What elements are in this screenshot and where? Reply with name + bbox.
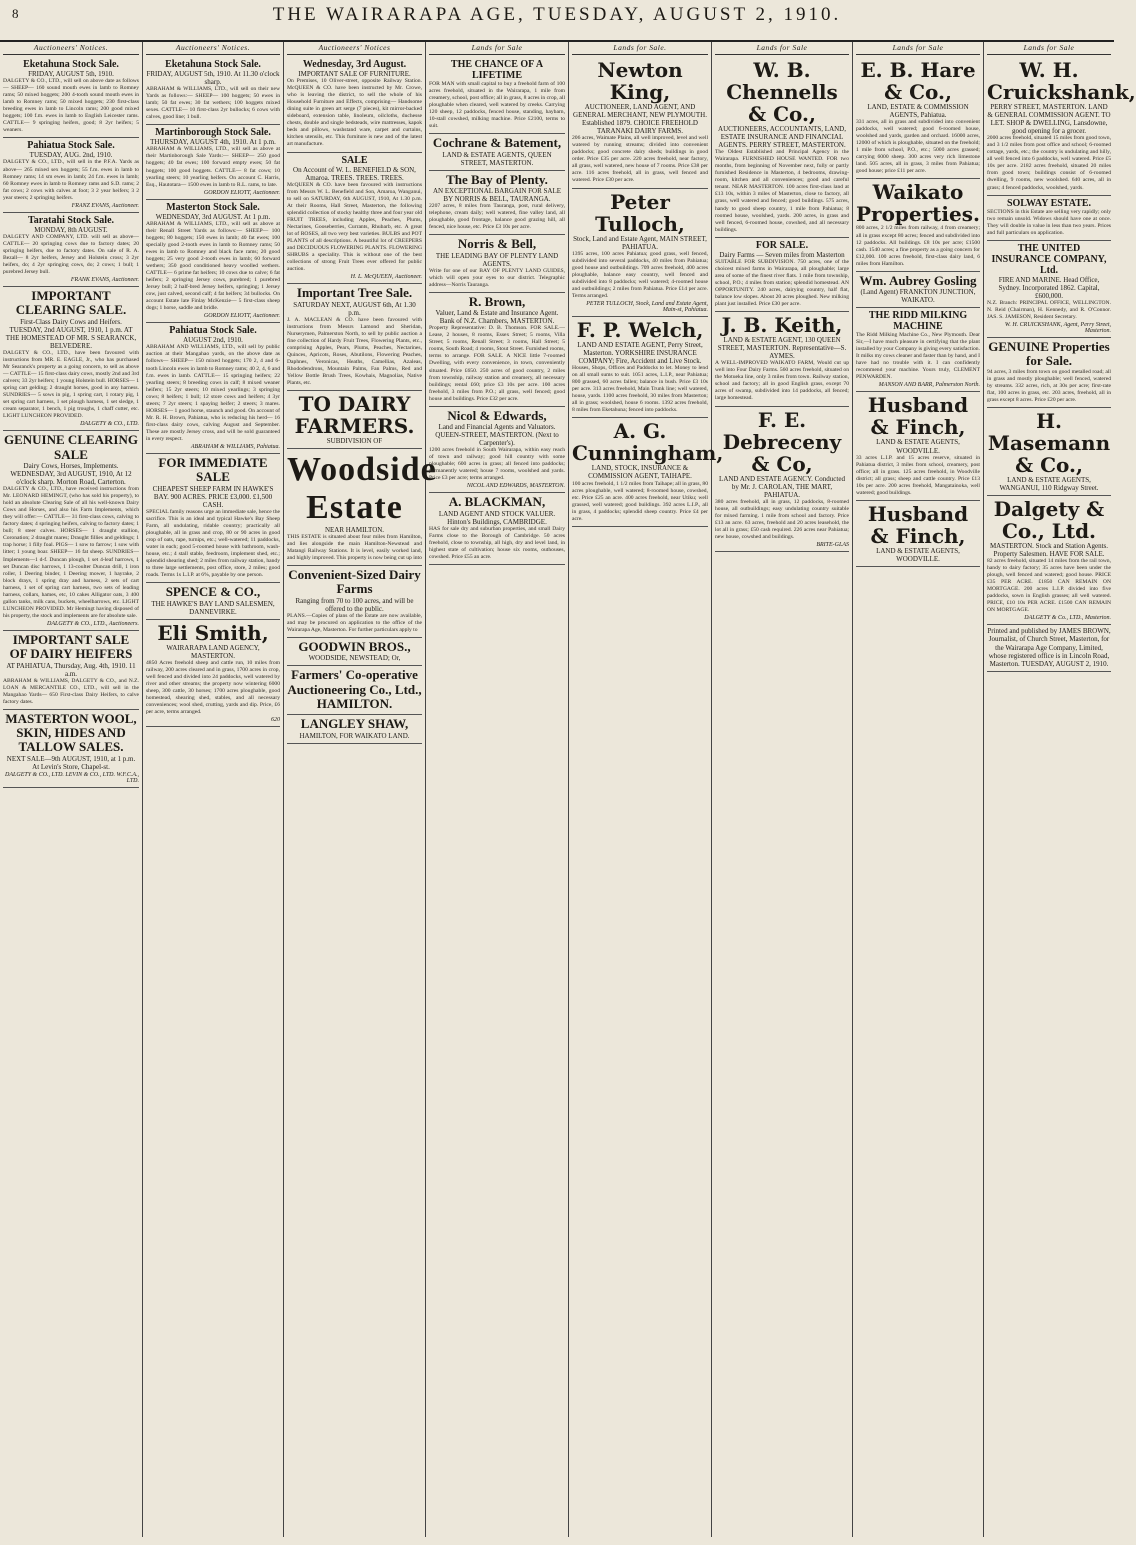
ad-body: 206 acres, Waimate Plains, all well improved, level and well watered by running streams; divided into convenient paddocks; good concrete dairy sheds; buildings in good order. Price £35 per acre. 220 acres freehold, near factory, all grass, well watered, new house of 7 rooms. Price £38 per acre. 116 acres freehold, all in grass, well fenced and watered. Price £30 per acre. bbox=[572, 135, 708, 184]
advertisement bbox=[572, 57, 708, 189]
ad-subtitle: THE LEADING BAY OF PLENTY LAND AGENTS. bbox=[435, 251, 559, 268]
advertisement bbox=[287, 715, 422, 743]
ad-subtitle: (Land Agent) FRANKTON JUNCTION, WAIKATO. bbox=[860, 288, 976, 305]
ad-title: LANGLEY SHAW, bbox=[300, 716, 409, 732]
ad-title: Norris & Bell, bbox=[457, 236, 537, 252]
advertisement bbox=[987, 408, 1111, 496]
ad-title: W. H. Cruickshank, bbox=[987, 58, 1136, 104]
ad-body: Write for one of our BAY OF PLENTY LAND GUIDES, which will open your eyes to our district. Telegraphic address—Norris Tauranga. bbox=[429, 267, 565, 288]
ad-title: F. E. Debreceny & Co, bbox=[722, 407, 842, 476]
ad-title: THE RIDD MILKING MACHINE bbox=[868, 310, 968, 333]
ad-signature: GORDON ELIOTT, Auctioneer. bbox=[203, 189, 280, 196]
ad-body: 800 acres, 2 1/2 miles from railway, 4 from creamery; all in grass except 80 acres; fenced and subdivided into 12 paddocks. All buildings. £8 10s per acre; £1500 cash. 1540 acres; a fine property as a going concern for £12,000. 100 acres freehold, first-class dairy land, 6 miles from Hamilton. bbox=[856, 225, 980, 267]
ad-title: A. G. Cunningham, bbox=[572, 419, 724, 466]
ad-title: Convenient-Sized Dairy Farms bbox=[288, 567, 421, 597]
advertisement bbox=[987, 625, 1111, 671]
ad-title: MASTERTON WOOL, SKIN, HIDES AND TALLOW SALES. bbox=[5, 710, 137, 755]
ad-title: Dalgety & Co., Ltd. bbox=[993, 496, 1105, 543]
ad-body: Property Representative: D. B. Thomson. FOR SALE.—Lease, 2 houses, 8 rooms, Essex Street; 5 rooms, Villa Street; 5 rooms, Renall Street; 3 rooms, Hall Street; 5 rooms, South Road; 4 rooms, Stout Street. Furnished rooms, terms to arrange. FOR SALE. A NICE little 7-roomed Dwelling, with every convenience, in town, conveniently situated. Price £650. 250 acres of good country, 2 miles from township, railway station and creamery, all necessary buildings; rental £60; price £3 10s per acre. 100 acres freehold, 3 miles from P.O.; all grass, well fenced; good house and buildings. Price £32 per acre. bbox=[429, 325, 565, 402]
ad-subtitle: LAND AND ESTATE AGENT, Perry Street, Masterton. YORKSHIRE INSURANCE COMPANY; Fire, Accident and Live Stock. bbox=[577, 340, 703, 366]
advertisement bbox=[287, 391, 422, 449]
ad-subtitle: MONDAY, 8th AUGUST. bbox=[34, 225, 108, 234]
ad-body: A WELL-IMPROVED WAIKATO FARM, Would cut up well into Four Dairy Farms. 560 acres freehold, situated on the Motueka line, only 3 miles from town. Railway station, school and factory; all in good English grass, except 70 acres of swamp, subdivided into 14 paddocks, all fenced; large homestead. bbox=[715, 360, 849, 402]
ad-body: HAS for sale dry and suburban properties, and small Dairy Farms close to the Borough of Cambridge. 50 acres freehold, close to township, all high, dry and level land, in highest state of cultivation; house six rooms, outhouses, cowshed. Price £55 an acre. bbox=[429, 525, 565, 560]
advertisement bbox=[856, 57, 980, 179]
ad-body: 1395 acres, 100 acres Pahiatua; good grass, well fenced, subdivided into several paddocks, 40 miles from Pahiatua; good house and outbuildings. 709 acres freehold, 400 acres ploughable, balance easy country, well fenced and subdivided into 8 paddocks; well watered; 4-roomed house and outbuildings; 2 miles from Pahiatua. Price £14 per acre. Terms arranged. bbox=[572, 250, 708, 299]
ad-signature: ABRAHAM & WILLIAMS, Pahiatua. bbox=[190, 444, 280, 451]
ad-subtitle: IMPORTANT SALE OF FURNITURE. bbox=[298, 70, 411, 78]
advertisement bbox=[146, 583, 280, 619]
advertisement bbox=[429, 57, 565, 134]
ad-subtitle: WOODSIDE, NEWSTEAD; Or, bbox=[308, 654, 401, 663]
ad-subtitle: THE HAWKE'S BAY LAND SALESMEN, DANNEVIRKE. bbox=[151, 599, 275, 616]
ad-body: DALGETY & CO., LTD., have received instructions from Mr. LEONARD HEMINGT, (who has sold his property), to hold an absolute Clearing Sale of all his well-known Dairy Cows and Horses, and also his Farm Implements, which they will offer:— CATTLE— 31 first-class cows, calving to factory dates; 4 springing heifers, calving to factory dates; 1 bull; 8 steer calves. HORSES— 1 draught stallion, Coronation; 2 draught mares; Draught fillies and geldings; 1 trap horse; 1 filly foal. PIGS— 1 sow to farrow; 1 sow with litter; 1 young boar. SHEEP— 16 fat sheep. SUNDRIES—Implements—1 d-f. Duncan plough, 1 set 4-leaf harrows, 1 set Duncan disc harrows, 1 13-coulter Duncan drill, 1 iron roller, 1 Deering binder, 1 Deering mower, 1 hayrake, 2 block drays, 1 spring dray and harness, 2 sets of cart harness, 1 set of spring cart harness, two sets of leading harness, collars, hames, etc, 10 cakes Alligator oats, 3 400 gallon tanks, milk cans, buckets, wheelbarrows, etc. LIGHT LUNCHEON PROVIDED. Mr Hemingt having disposed of his property, the stock and implements are for absolute sale. bbox=[3, 486, 139, 619]
ad-subtitle: Stock, Land and Estate Agent, MAIN STREET, PAHIATUA. bbox=[573, 234, 707, 251]
ad-body: ABRAHAM & WILLIAMS, LTD., will sell on their new Yards as follows:— SHEEP— 100 hoggets; 50 ewes in lamb; 50 fat ewes; 30 fat wethers; 100 hoggets mixed sexes. CATTLE— 10 first-class 2yr bullocks; 6 cows with calves, good line; 1 bull. bbox=[146, 86, 280, 121]
ad-subtitle: LAND, ESTATE & COMMISSION AGENTS, Pahiatua. bbox=[867, 103, 969, 120]
ad-signature: PETER TULLOCH, Stock, Land and Estate Agent, Main-st, Pahiatua. bbox=[586, 300, 708, 313]
advertisement bbox=[287, 666, 422, 715]
ad-body: DALGETY & CO., LTD., have been favoured with instructions from MR. E. EAGLE, Jr., who has purchased Mr Searanck's property as a going concern, to sell as above— CATTLE— 15 first-class dairy cows, mostly 2nd and 3rd calvers; 33 2yr heifers; 1 young Holstein bull. HORSES— 1 spring cart gelding; 2 draught horses, good in any harness. SUNDRIES— 5 sows in pig, 1 spring cart, 1 rotary pig, 1 set spring cart harness, 1 set plough harness, 1 set sledge, 1 cream separator, 1 bench, 1 pig troughs, 1 chaff cutter, etc. LIGHT LUNCHEON PROVIDED. bbox=[3, 349, 139, 420]
ad-body: McQUEEN & CO. have been favoured with instructions from Messrs W. L. Benefield and Son, Amaroa, Wanganui, to sell on SATURDAY, 6th AUGUST, 1910, At 1.30 p.m. At their Rooms, Hall Street, Masterton, the following splendid collection of stocky healthy three and four year old FRUIT TREES, including Apples, Peaches, Plums, Nectarines, Gooseberries, Currants, Rhubarb, etc. A great lot of ROSES, all two very best varieties. BULBS and POT PLANTS of all descriptions. A beautiful lot of CREEPERS and DECIDUOUS FLOWERING PLANTS. FLOWERING SHRUBS a speciality. This is without one of the best collections of strong Fruit Trees ever offered for public auction. bbox=[287, 181, 422, 273]
ad-body: ABRAHAM AND WILLIAMS, LTD., will sell by public auction at their Mangahao yards, on the above date as follows— SHEEP— 150 mixed hoggets; 170 2, 4 and 6-tooth Lincoln ewes in lamb to Romney rams; 40 2, 4, 6 and f.m. ewes in lamb. CATTLE— 15 springing heifers; 22 yearling steers; 8 breeding cows in calf; 8 mixed weaner heifers; 15 2yr steers; 10 mixed yearlings; 3 springing cows; 8 heifers; 1 bull; 12 store cows and heifers; 4 3yr steers; 7 2yr steers; 1 spaying heifer; 2 steers; 3 mares. HORSES— 1 good horse, staunch and good. On account of Mr. R. H. Brown, Pahiatua, who is reducing his herd— 16 first-class dairy cows, calving August and September. These are mostly Jersey cross, and will be sold guaranteed in every respect. bbox=[146, 344, 280, 442]
ad-body: 331 acres, all in grass and subdivided into convenient paddocks, well watered; good 6-roomed house, woolshed and yards, garden and orchard. 16000 acres, 12000 of which is ploughable, situated on the freehold; 1 mile from school, P.O., etc.; 5000 acres grassed; carrying 6000 sheep. 300 acres very rich limestone land. 505 acres, all in grass, 3 miles from Pahiatua; good house; price £11 per acre. bbox=[856, 119, 980, 175]
ad-title: F. P. Welch, bbox=[576, 317, 704, 342]
ad-body: SPECIAL family reasons urge an immediate sale, hence the sacrifice. This is an ideal and typical Hawke's Bay Sheep Farm, all undulating, ridable country; practically all ploughable, all in grass and crop, 80 or 90 acres in good crop of oats, rape, turnips, etc.; well-watered; 11 paddocks, water in each; good 5-roomed house with bathroom, wash-house, etc.; 4 stall stable, feedroom, implement shed, etc.; splendid shearing shed; 2 miles from railway station, handy to three large settlements, post office, store, 2 miles; good roads. Terms 1s L.I.P. at 6%, payable by one person. bbox=[146, 508, 280, 579]
column-heading: Lands for Sale. bbox=[572, 42, 708, 55]
advertisement bbox=[572, 189, 708, 317]
ad-title: Eketahuna Stock Sale. bbox=[23, 59, 119, 70]
column-heading: Lands for Sale bbox=[987, 42, 1111, 55]
ad-subtitle: LAND AGENT AND STOCK VALUER. Hinton's Buildings, CAMBRIDGE. bbox=[438, 509, 556, 526]
advertisement bbox=[429, 171, 565, 236]
ad-subtitle: MASTERTON. Stock and Station Agents. Property Salesmen. HAVE FOR SALE. bbox=[989, 541, 1109, 558]
ad-body: 380 acres freehold, all in grass, 12 paddocks, 8-roomed house, all outbuildings; easy undulating country suitable for mixed farming. 1 mile from school and factory. Price £13 an acre. 63 acres, freehold and 20 acres leasehold, the lot all in grass; £50 cash required. 226 acres near Pahiatua; new house, cowshed and buildings. bbox=[715, 498, 849, 540]
ad-subtitle: FRIDAY, AUGUST 5th, 1910. At 11.30 o'clock sharp. bbox=[146, 70, 280, 87]
ad-subtitle: AUGUST 2nd, 1910. bbox=[183, 336, 243, 345]
advertisement bbox=[429, 493, 565, 565]
ad-signature: DALGETY & CO., LTD. bbox=[80, 421, 139, 428]
ad-signature: H. L. McQUEEN, Auctioneer. bbox=[350, 274, 422, 281]
ad-title: FOR SALE. bbox=[755, 239, 809, 251]
ad-subtitle: LAND & ESTATE AGENTS, WOODVILLE. bbox=[876, 546, 960, 563]
ad-body: ABRAHAM & WILLIAMS, DALGETY & CO., and N.Z. LOAN & MERCANTILE CO., LTD., will sell in the Mangahao Yards— 650 First-class Dairy Heifers, to calve factory dates. bbox=[3, 677, 139, 705]
ad-title: Newton King, bbox=[597, 58, 683, 104]
ad-subtitle: LAND AND ESTATE AGENCY. Conducted by Mr. J. CAROLAN, THE MART, PAHIATUA. bbox=[719, 474, 845, 499]
advertisement bbox=[3, 57, 139, 138]
column-heading: Auctioneers' Notices bbox=[287, 42, 422, 55]
advertisement bbox=[987, 241, 1111, 338]
ad-signature: BRITE-GLAS bbox=[816, 541, 849, 548]
ad-body: ABRAHAM & WILLIAMS, LTD., will sell as above at their Renall Street Yards as follows:— SHEEP— 100 hoggets; 80 hoggets; 150 ewes in lamb; 40 fat ewes; 100 specially good 2-tooth ewes in lamb to Romney rams; 50 ewes in lamb to Romney and black face rams; 20 good hoggets; 25 very good 2-tooth ewes in lamb; 60 forward wethers; 350 good conditioned heavy woolled wethers. CATTLE— 6 prime fat heifers; 10 cows due to calve; 6 fat heifers; 2 springing Jersey cows, purebred; 1 purebred Jersey bull; 2 half-bred Jersey heifers, springing; 1 Jersey cow, just calved, second calf; 4 fat heifers; 34 bullocks. On account Estate late Finlay McKenzie— 5 first-class sheep dogs; 1 horse, saddle and bridle. bbox=[146, 220, 280, 312]
ad-signature: FRANZ EVANS, Auctioneer. bbox=[71, 202, 139, 209]
advertisement bbox=[572, 317, 708, 418]
ad-title: Eketahuna Stock Sale. bbox=[165, 59, 261, 70]
ad-body: SECTIONS in this Estate are selling very rapidly; only two remain unsold. Widows should have one at once. They will double in value in less than two years. Prices and full particulars on application. bbox=[987, 208, 1111, 236]
advertisement bbox=[3, 213, 139, 287]
ad-subtitle: Valuer, Land & Estate and Insurance Agent. Bank of N.Z. Chambers, MASTERTON. bbox=[435, 309, 559, 326]
ad-title: Taratahi Stock Sale. bbox=[27, 214, 115, 226]
ad-body: 2207 acres, 8 miles from Tauranga, post, rural delivery, telephone, cream daily; well watered, fine valley land, all ploughable, good frontage, balance good grazing hill, all fenced, nice house, etc. Price £3 10s per acre. bbox=[429, 203, 565, 231]
advertisement bbox=[856, 392, 980, 500]
ad-body: DALGETY & CO., LTD., will sell on above date as follows— SHEEP— 160 sound mouth ewes in lamb to Romney rams; 50 mixed hoggets; 200 4-tooth sound mouth ewes in lamb to Romney rams; 50 mixed hoggets; 230 first-class breeding ewes in lamb to Lincoln rams; 200 good mixed hoggets; 100 f.m. ewes in lamb to English Leicester rams. CATTLE— 9 springing heifers, good; 8 2yr heifers; 5 weaners. bbox=[3, 78, 139, 134]
ad-title: Nicol & Edwards, bbox=[447, 407, 547, 423]
advertisement bbox=[287, 57, 422, 153]
advertisement bbox=[572, 418, 724, 526]
ad-title: W. B. Chennells & Co., bbox=[726, 58, 838, 126]
ad-body: 100 acres freehold, 1 1/2 miles from Taihape; all in grass, 80 acres ploughable, well watered; 8-roomed house, cowshed, etc. Price £25 an acre. 400 acres freehold, near Utiku; well grassed, well watered; good buildings. 392 acres L.I.P., all in grass, 4 paddocks; splendid sheep country. Price £4 per acre. bbox=[572, 480, 708, 522]
advertisement bbox=[856, 308, 980, 392]
advertisement bbox=[987, 338, 1111, 408]
page-column bbox=[853, 42, 984, 1537]
advertisement bbox=[146, 200, 280, 324]
advertisement bbox=[856, 501, 980, 567]
ad-title: Martinborough Stock Sale. bbox=[155, 127, 271, 139]
page-column bbox=[426, 42, 569, 1537]
ad-title: Waikato Properties. bbox=[856, 180, 980, 227]
page-column bbox=[0, 42, 143, 1537]
ad-title: SOLWAY ESTATE. bbox=[1006, 197, 1092, 209]
ad-title: Husband & Finch, bbox=[867, 501, 969, 548]
ad-subtitle: Dairy Cows, Horses, Implements. WEDNESDAY, 3rd AUGUST, 1910, At 12 o'clock sharp. Morton Road, Carterton. bbox=[10, 461, 132, 487]
ad-subtitle: NEAR HAMILTON. bbox=[324, 525, 385, 534]
column-heading: Auctioneers' Notices. bbox=[146, 42, 280, 55]
ad-title: Peter Tulloch, bbox=[595, 189, 685, 236]
masthead bbox=[0, 0, 1114, 42]
advertisement bbox=[856, 272, 980, 308]
ad-subtitle: AT PAHIATUA, Thursday, Aug. 4th, 1910. 11 a.m. bbox=[6, 661, 136, 678]
column-heading: Auctioneers' Notices. bbox=[3, 42, 139, 55]
advertisement bbox=[287, 566, 422, 638]
page-column bbox=[143, 42, 284, 1537]
ad-body: SUITABLE FOR SUBDIVISION. 750 acres, one of the choicest mixed farms in Wairarapa, all ploughable; large area of some of the finest river flats. 1 mile from township, school, P.O.; 4 miles from station; splendid homestead. AN OPPORTUNITY. 240 acres, dairying country, half flat, balance low slopes. About 20 acres ploughed. New milking plant just installed. Price £30 per acre. bbox=[715, 258, 849, 308]
ad-body: 1200 acres freehold in South Wairarapa, within easy reach of town and railway; good hill country with some ploughable; 600 acres in grass; all fenced into paddocks; permanently watered; house 7 rooms, woolshed and yards. Price £3 per acre; terms arranged. bbox=[429, 447, 565, 482]
column-heading: Lands for Sale bbox=[715, 42, 849, 55]
ad-title: SPENCE & CO., bbox=[165, 584, 261, 600]
ad-subtitle: SUBDIVISION OF bbox=[326, 437, 383, 446]
ad-subtitle: FIRE AND MARINE. Head Office, Sydney. Incorporated 1862. Capital, £600,000. bbox=[998, 275, 1100, 300]
ad-signature: NICOL AND EDWARDS, MASTERTON. bbox=[466, 483, 565, 490]
ad-signature: DALGETY & CO., LTD. LEVIN & CO., LTD. W.F.C.A., LTD. bbox=[5, 771, 139, 784]
ad-body: 2000 acres freehold, situated 15 miles from good town, and 3 1/2 miles from post office and school; 6-roomed cottage, yards, etc.; the country is undulating and hilly, all well fenced into 6 paddocks, well watered. Price £5 10s per acre. 2182 acres freehold, situated 20 miles from good town; buildings consist of 6-roomed dwelling, 9 rooms, new woolshed. 640 acres, all in grass; 4 fenced paddocks, woolshed, yards. bbox=[987, 135, 1111, 191]
advertisement bbox=[856, 179, 980, 271]
ad-subtitle: CHEAPEST SHEEP FARM IN HAWKE'S BAY. 900 ACRES. PRICE £3,000. £1,500 CASH. bbox=[152, 484, 274, 509]
page-column bbox=[284, 42, 437, 1537]
advertisement bbox=[429, 134, 565, 170]
column-heading: Lands for Sale bbox=[429, 42, 565, 55]
newspaper-title: THE WAIRARAPA AGE, TUESDAY, AUGUST 2, 1910. bbox=[272, 4, 842, 25]
ad-title: J. B. Keith, bbox=[721, 313, 843, 338]
ad-subtitle: WAIRARAPA LAND AGENCY, MASTERTON. bbox=[166, 643, 260, 660]
ad-subtitle: Land and Financial Agents and Valuators. QUEEN-STREET, MASTERTON. (Next to Carpenter's). bbox=[435, 423, 559, 448]
ad-title: Wednesday, 3rd August. bbox=[302, 59, 407, 70]
ad-title: TO DAIRY FARMERS. bbox=[294, 392, 415, 439]
ad-subtitle: HAMILTON, FOR WAIKATO LAND. bbox=[299, 731, 410, 740]
page-column bbox=[984, 42, 1136, 1537]
advertisement bbox=[287, 638, 422, 666]
ad-signature: GORDON ELIOTT, Auctioneer. bbox=[203, 313, 280, 320]
ad-body: Houses, Shops, Offices and Paddocks to let. Money to lend on all small sums to suit. 1051 acres, L.I.P., near Pahiatua; 800 grassed, 60 acres fallen; balance in bush. Price £3 10s per acre. 313 acres freehold, Main Trunk line; well watered, house, yards. 1100 acres freehold, 30 miles from Masterton; all in grass; woolshed, house 6 rooms. 1392 acres freehold, 8 miles from Eketahuna; fenced into paddocks. bbox=[572, 365, 708, 414]
ad-title: Important Tree Sale. bbox=[296, 285, 413, 301]
ad-subtitle: WEDNESDAY, 3rd AUGUST. At 1 p.m. bbox=[155, 212, 271, 221]
ad-subtitle: Dairy Farms — Seven miles from Masterton bbox=[719, 250, 845, 259]
ad-title: Farmers' Co-operative Auctioneering Co., Ltd., HAMILTON. bbox=[287, 667, 422, 711]
ad-subtitle: AUCTIONEER, LAND AGENT, AND GENERAL MERCHANT, NEW PLYMOUTH. Established 1879. CHOICE FREEHOLD TARANAKI DAIRY FARMS. bbox=[573, 103, 707, 136]
ad-title: Cochrane & Batement, bbox=[432, 135, 562, 151]
advertisement bbox=[3, 710, 139, 788]
ad-subtitle: LAND & ESTATE AGENTS, WOODVILLE. bbox=[876, 438, 960, 455]
ad-title: Eli Smith, bbox=[157, 620, 269, 645]
ad-subtitle: LAND & ESTATE AGENTS, QUEEN STREET, MASTERTON. bbox=[442, 150, 552, 167]
ad-title: GOODWIN BROS., bbox=[298, 638, 411, 654]
ad-signature: FRANK EVANS, Auctioneer. bbox=[70, 277, 139, 284]
ad-signature: 620 bbox=[271, 717, 280, 724]
ad-subtitle: NEXT SALE—9th AUGUST, 1910, at 1 p.m. At Levin's Store, Chapel-st. bbox=[6, 754, 136, 771]
advertisement bbox=[715, 407, 849, 552]
ad-subtitle: LAND, STOCK, INSURANCE & COMMISSION AGENT, TAIHAPE. bbox=[588, 464, 692, 481]
page-column bbox=[712, 42, 853, 1537]
advertisement bbox=[146, 57, 280, 125]
ad-body: The Oldest Established and Principal Agency in the Wairarapa. FURNISHED HOUSE WANTED. FOR two months, from beginning of November next, fully or partly furnished Residence in Masterton, 4 bedrooms, drawing-room, kitchen and all conveniences; good and careful tenant. NEAR MASTERTON. 100 acres first-class land at £13 10s, within 3 miles of Masterton, close to factory, all grass, well watered and fenced; good buildings. 575 acres, handy to good sheep country, 1 mile from Pahiatua; 8 roomed house, woolshed, yards. 200 acres, in grass and well fenced, 6-roomed house, cowshed, and all necessary buildings. bbox=[715, 149, 849, 233]
advertisement bbox=[146, 454, 280, 583]
advertisement bbox=[287, 449, 437, 566]
advertisement bbox=[146, 323, 280, 454]
ad-body: The Ridd Milking Machine Co., New Plymouth. Dear Sir,—I have much pleasure in certifying that the plant installed by your Company is giving every satisfaction. It milks my cows cleaner and faster than by hand, and I have had no trouble with it. I can confidently recommend your machine. Yours truly, CLEMENT PENWARDEN. bbox=[856, 332, 980, 381]
advertisement bbox=[429, 235, 565, 293]
ad-title: IMPORTANT CLEARING SALE. bbox=[15, 288, 127, 318]
advertisement bbox=[715, 312, 849, 406]
ad-body: FOR MAN with small capital to buy a freehold farm of 100 acres freehold, situated in the Wairarapa, 1 mile from creamery, school, post office; all in grass, 8 acres in crop, all ploughable when cleared, well watered by creeks. Carrying 120 sheep, 12 paddocks, fenced house, standing, haybarn, 10-stall cowshed, milking machine. Price £2100, terms to suit. bbox=[429, 81, 565, 130]
ad-subtitle: PERRY STREET, MASTERTON. LAND & GENERAL COMMISSION AGENT. TO LET. SHOP & DWELLING, Lansdowne, good opening for a grocer. bbox=[987, 103, 1111, 136]
advertisement bbox=[287, 284, 422, 391]
ad-subtitle: THURSDAY, AUGUST 4th, 1910. At 1 p.m. bbox=[150, 138, 276, 147]
ad-title: E. B. Hare & Co., bbox=[860, 58, 976, 104]
ad-body: J. A. MACLEAN & CO. have been favoured with instructions from Messrs Lamond and Sheridan, Nurserymen, Palmerston North, to sell by public auction a fine collection of Hardy Fruit Trees, Flowering Plants, etc., comprising Apples, Pears, Plums, Peaches, Nectarines, Quinces, Apricots, Roses, Abutilons, Flowering Peaches, Daphnes, Veronicas, Heaths, Camellias, Azaleas, Rhododendrons, Mountain Palms, Fan Palms, Red and Yellow Bottle Brush Trees, Kowhais, Magnolias, Native Plants, etc. bbox=[287, 316, 422, 387]
ad-title: Pahiatua Stock Sale. bbox=[169, 325, 257, 337]
ad-body: 4850 Acres freehold sheep and cattle run, 10 miles from railway, 200 acres cleared and in grass, 1700 acres in crop, well fenced and divided into 24 paddocks, well watered by river and other streams; the property now wintering 6000 sheep, 300 cattle, 30 horses; 1700 acres ploughable, good homestead, shearing shed, stables, and all necessary conveniences; wool shed, crutting, yards and dip. Price, £6 per acre, terms arranged. bbox=[146, 659, 280, 716]
ad-subtitle: AUCTIONEERS, ACCOUNTANTS, LAND, ESTATE INSURANCE AND FINANCIAL AGENTS. PERRY STREET, MASTERTON. bbox=[718, 125, 846, 150]
ad-body: N.Z. Branch: PRINCIPAL OFFICE, WELLINGTON. N. Reid (Chairman), H. Kennedy, and R. O'Connor. JAS. S. JAMESON, Resident Secretary. bbox=[987, 299, 1111, 320]
ad-body: On Premises, 10 Oliver-street, opposite Railway Station. McQUEEN & CO. have been instructed by Mr. Crowe, who is leaving the district, to sell the whole of his Household Furniture and Effects, comprising— Handsome dining suite in green art serge (7 pieces), kit mirror-backed sideboard, extension table, linoleum, oilcloths, duchesse chests, double and single bedsteads, wire mattresses, kapok beds and pillows, washstand ware, carpet and curtains, kitchen utensils, etc. This furniture is new and of the latest art manufacture. bbox=[287, 78, 422, 148]
ad-title: GENUINE CLEARING SALE bbox=[4, 432, 138, 462]
column-heading: Lands for Sale bbox=[856, 42, 980, 55]
ad-subtitle: On Account of W. L. BENEFIELD & SON, Amaroa. TREES. TREES. TREES. bbox=[293, 165, 416, 182]
ad-body: ABRAHAM & WILLIAMS, LTD., will sell as above at their Martinborough Sale Yards:— SHEEP— 250 good hoggets; 40 fat ewes; 100 forward empty ewes; 50 fat hoggets; 100 good hoggets. CATTLE— 8 fat cows; 10 yearling steers; 10 yearling heifers. On account C. Harris, Esq., Hautotara— 1500 ewes in lamb to R.L. rams, to late. bbox=[146, 146, 280, 188]
ad-signature: DALGETY & Co., LTD., Masterton. bbox=[1024, 615, 1111, 622]
ad-title: IMPORTANT SALE OF DAIRY HEIFERS bbox=[9, 631, 133, 662]
ad-title: Masterton Stock Sale. bbox=[166, 201, 260, 213]
ad-body: 94 acres, 3 miles from town on good metalled road; all in grass and mostly ploughable; well fenced, watered by streams. 332 acres, rich, at 30s per acre; first-rate flat, 100 acres in grass, etc. 203 acres, freehold, all in grass except 8 acres. Price £20 per acre. bbox=[987, 368, 1111, 403]
advertisement bbox=[429, 293, 565, 407]
ad-title: THE UNITED INSURANCE COMPANY, Ltd. bbox=[991, 242, 1107, 276]
advertisement bbox=[715, 238, 849, 312]
ad-signature: W. H. CRUICKSHANK, Agent, Perry Street, Masterton. bbox=[1004, 322, 1111, 335]
ad-title: A. BLACKMAN, bbox=[448, 494, 546, 510]
advertisement bbox=[3, 138, 139, 212]
page-number: 8 bbox=[12, 6, 19, 21]
ad-subtitle: First-Class Dairy Cows and Heifers. TUESDAY, 2nd AUGUST, 1910, 1 p.m. AT THE HOMESTEAD OF MR. S SEARANCK, BELVEDERE. bbox=[5, 317, 137, 350]
ad-subtitle: AN EXCEPTIONAL BARGAIN FOR SALE BY NORRIS & BELL, TAURANGA. bbox=[432, 187, 562, 204]
advertisement bbox=[3, 287, 139, 431]
ad-title: Woodside Estate bbox=[287, 451, 437, 526]
advertisement bbox=[146, 620, 280, 727]
ad-subtitle: LAND & ESTATE AGENT, 130 QUEEN STREET, MASTERTON. Representative—S. AYMES. bbox=[717, 336, 847, 361]
ad-subtitle: FRIDAY, AUGUST 5th, 1910. bbox=[28, 70, 114, 78]
ad-subtitle: LAND & ESTATE AGENTS, WANGANUI, 110 Ridgway Street. bbox=[999, 475, 1099, 492]
ad-body: 82 acres freehold, situated 14 miles from the rail town, handy to dairy factory; 35 acres have been under the plough, well fenced and watered; good house. PRICE £35 PER ACRE. £1850 CAN REMAIN ON MORTGAGE. 200 acres L.I.P. divided into five paddocks, sown in English grasses; all well watered. PRICE, £10 10s PER ACRE. £1500 CAN REMAIN ON MORTGAGE. bbox=[987, 558, 1111, 614]
ad-body: DALGETY & CO., LTD., will sell in the P.F.A. Yards as above— 265 mixed sex hoggets; 55 f.m. ewes in lamb to Romney rams; 14 sm ewes in lamb; 24 f.m. ewes in lamb; 60 Romney ewes in lamb to Romney rams and S.D. rams; 2 fat cows; 2 cows with calves at foot; 3 2 year heifers; 3 2 year steers; 2 springing heifers. bbox=[3, 159, 139, 201]
ad-title: R. Brown, bbox=[468, 293, 526, 309]
ad-subtitle: Ranging from 70 to 100 acres, and will be offered to the public. bbox=[295, 596, 414, 613]
ad-title: Pahiatua Stock Sale. bbox=[27, 140, 115, 152]
ad-title: Husband & Finch, bbox=[867, 393, 969, 440]
ad-title: Wm. Aubrey Gosling bbox=[859, 272, 977, 288]
ad-title: The Bay of Plenty. bbox=[446, 171, 548, 187]
advertisement bbox=[429, 407, 565, 494]
ad-body: THIS ESTATE is situated about four miles from Hamilton, and lies alongside the main Hamilton-Newstead and Matangi Railway Stations. It is level, easily worked land, and highly improved. This property is now being cut up into bbox=[287, 533, 422, 562]
ad-title: H. Masemann & Co., bbox=[987, 408, 1111, 477]
ad-title: GENUINE Properties for Sale. bbox=[988, 339, 1110, 369]
advertisement bbox=[146, 125, 280, 199]
ad-signature: MANSON AND BARR, Palmerston North. bbox=[878, 382, 980, 389]
ad-subtitle: Printed and published by JAMES BROWN, Journalist, of Church Street, Masterton, for the Wairarapa Age Company, Limited, whose registered office is in Lincoln Road, Masterton. TUESDAY, AUGUST 2, 1910. bbox=[987, 627, 1111, 668]
ad-title: FOR IMMEDIATE SALE bbox=[158, 455, 268, 485]
page-column bbox=[569, 42, 724, 1537]
ad-body: PLANS.—Copies of plans of the Estate are now available, and may be procured on application to the office of the Wairarapa Age, Masterton. For further particulars apply to bbox=[287, 612, 422, 633]
ad-subtitle: SATURDAY NEXT, AUGUST 6th, At 1.30 p.m. bbox=[293, 300, 416, 317]
advertisement bbox=[3, 431, 139, 631]
ad-title: THE CHANCE OF A LIFETIME bbox=[450, 59, 544, 81]
advertisement bbox=[3, 631, 139, 710]
ad-body: 33 acres L.I.P. and 15 acres reserve, situated in Pahiatua district, 3 miles from school, creamery, post office; all in grass. 125 acres freehold, in Woodville district; all grass; sheep and cattle country. Price £13 10s per acre. 200 acres freehold, Mangatainoka, well watered; good buildings. bbox=[856, 454, 980, 496]
advertisement bbox=[287, 153, 422, 285]
advertisement bbox=[987, 57, 1136, 196]
advertisement bbox=[987, 196, 1111, 241]
ad-signature: DALGETY & CO., LTD., Auctioneers. bbox=[47, 620, 139, 627]
ad-subtitle: TUESDAY, AUG. 2nd, 1910. bbox=[29, 151, 113, 160]
advertisement bbox=[987, 496, 1111, 625]
advertisement bbox=[715, 57, 849, 238]
ad-title: SALE bbox=[341, 154, 368, 166]
ad-body: DALGETY AND COMPANY, LTD. will sell as above— CATTLE— 20 springing cows due to factory dates; 20 springing heifers, due to factory dates. On sale of R. A. Bezall— 8 2yr heifers, Jersey and Holstein cross; 3 2yr heifers, do; 4 2yr springing cows, do; 2 cows; 1 bull; 1 purebred Jersey bull. bbox=[3, 233, 139, 276]
